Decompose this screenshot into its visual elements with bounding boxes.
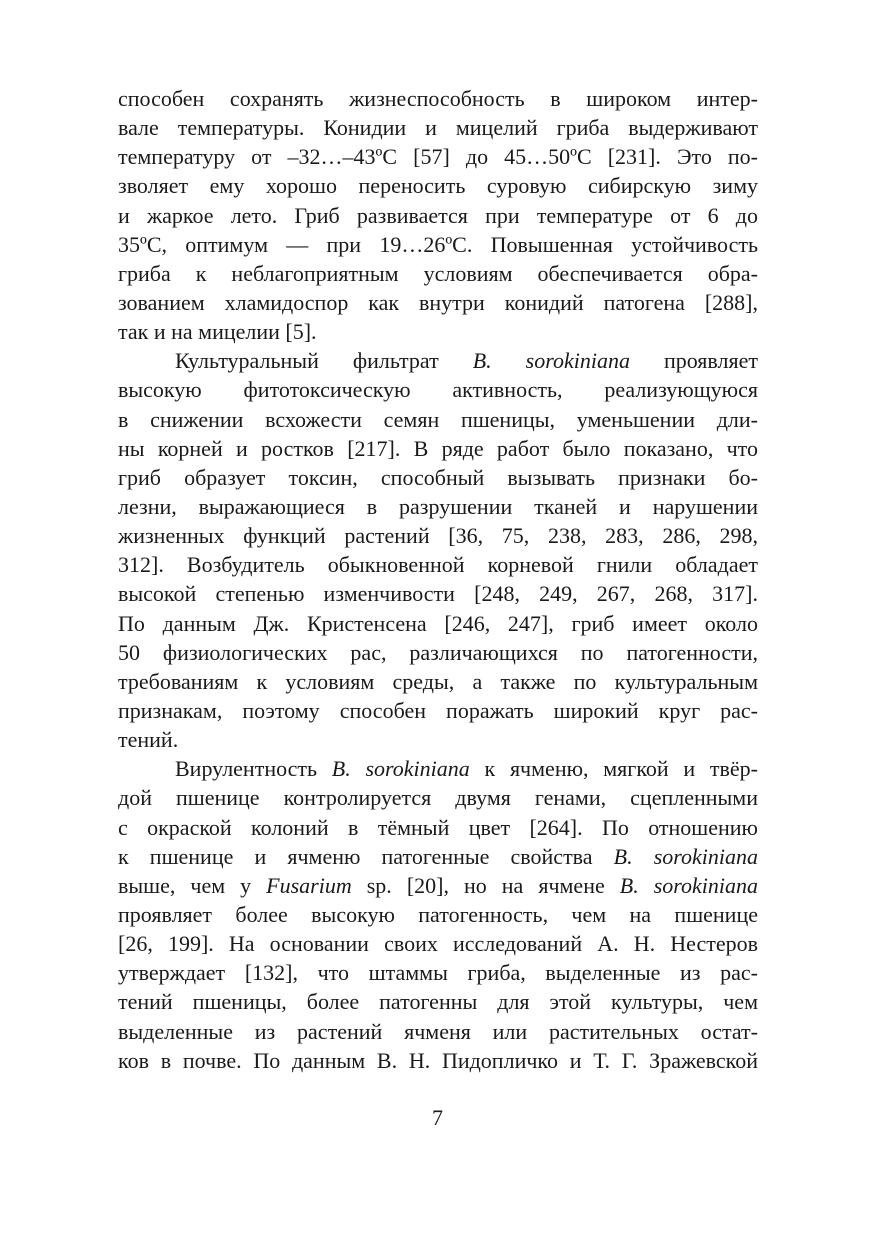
text-run: утверждает [132], что штаммы гриба, выделенные из рас-: [118, 960, 758, 986]
text-line: [118, 142, 758, 171]
text-line: [118, 492, 758, 521]
text-line: [118, 230, 758, 259]
italic-taxon-name: B. sorokiniana: [613, 843, 758, 869]
text-run: [26, 199]. На основании своих исследований А. Н. Нестеров: [118, 931, 758, 957]
text-run: к пшенице и ячменю патогенные свойства: [118, 843, 614, 869]
text-run: тений.: [118, 727, 179, 753]
text-line: [118, 259, 758, 288]
text-line: [118, 813, 758, 842]
text-line: [118, 609, 758, 638]
text-line: [118, 638, 758, 667]
text-run: Вирулентность: [175, 756, 332, 782]
text-run: выше, чем у: [118, 872, 267, 898]
text-line: [118, 987, 758, 1016]
text-run: высокую фитотоксическую активность, реализующуюся: [118, 377, 758, 403]
text-run: к ячменю, мягкой и твёр-: [469, 756, 759, 782]
text-line: [118, 375, 758, 404]
body-text: [118, 84, 758, 1075]
text-line: [118, 1017, 758, 1046]
text-line: [118, 696, 758, 725]
text-line: [118, 288, 758, 317]
text-run: тений пшеницы, более патогенны для этой культуры, чем: [118, 989, 758, 1015]
text-run: с окраской колоний в тёмный цвет [264]. По отношению: [118, 814, 758, 840]
text-line: [118, 317, 758, 346]
text-run: проявляет: [629, 348, 759, 374]
text-run: 312]. Возбудитель обыкновенной корневой гнили обладает: [118, 552, 758, 578]
text-line: [118, 405, 758, 434]
text-line: [118, 900, 758, 929]
text-run: зованием хламидоспор как внутри конидий патогена [288],: [118, 289, 758, 315]
text-run: 50 физиологических рас, различающихся по патогенности,: [118, 639, 758, 665]
text-line: [118, 725, 758, 754]
text-line: [118, 346, 758, 375]
text-run: гриб образует токсин, способный вызывать признаки бо-: [118, 464, 758, 490]
text-run: ны корней и ростков [217]. В ряде работ было показано, что: [118, 435, 758, 461]
text-line: [118, 929, 758, 958]
text-run: ков в почве. По данным В. Н. Пидопличко и Т. Г. Зражевской: [118, 1047, 758, 1073]
paragraph: [118, 346, 758, 754]
italic-taxon-name: B. sorokiniana: [331, 756, 470, 782]
text-run: выделенные из растений ячменя или растительных остат-: [118, 1018, 758, 1044]
text-line: [118, 842, 758, 871]
text-run: зволяет ему хорошо переносить суровую сибирскую зиму: [118, 173, 758, 199]
paragraph: [118, 754, 758, 1075]
text-run: проявляет более высокую патогенность, чем на пшенице: [118, 901, 758, 927]
text-run: жизненных функций растений [36, 75, 238, 283, 286, 298,: [118, 523, 758, 549]
text-run: 35ºС, оптимум — при 19…26ºС. Повышенная устойчивость: [118, 231, 758, 257]
text-run: способен сохранять жизнеспособность в широком интер-: [118, 86, 758, 111]
italic-taxon-name: B. sorokiniana: [619, 872, 759, 898]
italic-taxon-name: Fusarium: [266, 872, 352, 898]
page-number: 7: [432, 1105, 443, 1130]
text-line: [118, 113, 758, 142]
text-run: так и на мицелии [5].: [118, 319, 317, 345]
text-run: лезни, выражающиеся в разрушении тканей и нарушении: [118, 493, 758, 519]
text-line: [118, 521, 758, 550]
text-line: [118, 1046, 758, 1075]
paragraph: [118, 84, 758, 346]
text-line: [118, 579, 758, 608]
text-run: Культуральный фильтрат: [175, 348, 473, 374]
text-line: [118, 201, 758, 230]
text-run: требованиям к условиям среды, а также по культуральным: [118, 668, 758, 694]
text-run: признакам, поэтому способен поражать широкий круг рас-: [118, 697, 758, 723]
text-line: [118, 550, 758, 579]
text-run: в снижении всхожести семян пшеницы, уменьшении дли-: [118, 406, 758, 432]
text-run: По данным Дж. Кристенсена [246, 247], гриб имеет около: [118, 610, 758, 636]
text-run: вале температуры. Конидии и мицелий гриба выдерживают: [118, 115, 758, 141]
text-run: и жаркое лето. Гриб развивается при температуре от 6 до: [118, 202, 758, 228]
text-line: [118, 463, 758, 492]
text-run: высокой степенью изменчивости [248, 249, 267, 268, 317].: [118, 581, 758, 607]
text-line: [118, 171, 758, 200]
text-line: [118, 84, 758, 113]
text-line: [118, 958, 758, 987]
italic-taxon-name: B. sorokiniana: [472, 348, 630, 374]
text-run: температуру от –32…–43ºС [57] до 45…50ºС [231]. Это по-: [118, 144, 758, 170]
text-run: sp. [20], но на ячмене: [351, 872, 620, 898]
text-line: [118, 754, 758, 783]
text-line: [118, 667, 758, 696]
text-line: [118, 434, 758, 463]
text-line: [118, 783, 758, 812]
text-line: [118, 871, 758, 900]
text-run: гриба к неблагоприятным условиям обеспечивается обра-: [118, 260, 758, 286]
text-run: дой пшенице контролируется двумя генами, сцепленными: [118, 785, 758, 811]
